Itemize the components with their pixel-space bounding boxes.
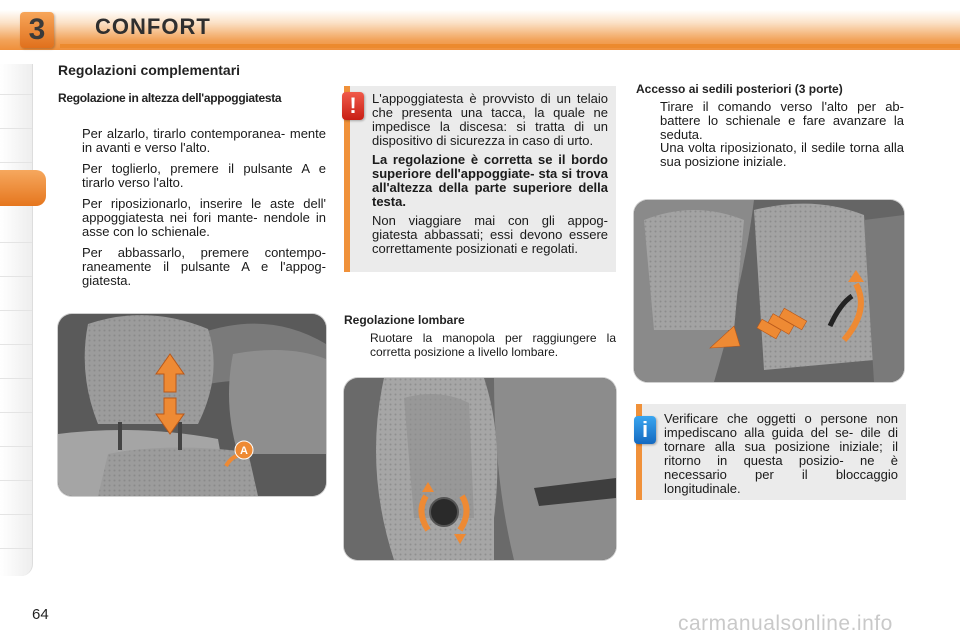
lumbar-instructions — [346, 331, 616, 366]
info-icon: i — [634, 416, 656, 444]
header-rule — [60, 44, 960, 48]
warning-note-text: Non viaggiare mai con gli appog- giatesta abbassati; essi devono essere correttamente posizionati e regolati. — [372, 213, 608, 256]
page-number: 64 — [32, 606, 49, 623]
chapter-tab[interactable] — [0, 212, 32, 243]
chapter-tab[interactable] — [0, 64, 32, 95]
warning-exclamation-icon: ! — [342, 92, 364, 120]
list-item: Per alzarlo, tirarlo contemporanea- mente in avanti e verso l'alto. — [82, 126, 326, 155]
chapter-tab-active[interactable] — [0, 170, 46, 206]
info-note — [636, 404, 906, 500]
lumbar-photo — [344, 378, 616, 560]
rear-access-followup: Una volta riposizionato, il sedile torna alla sua posizione iniziale. — [660, 140, 904, 169]
chapter-tab[interactable] — [0, 348, 32, 379]
chapter-tab[interactable] — [0, 382, 32, 413]
list-item: Per riposizionarlo, inserire le aste dell' appoggiatesta nei fori mante- nendole in asse con lo schienale. — [82, 196, 326, 239]
headrest-photo — [58, 314, 326, 496]
list-item: Per toglierlo, premere il pulsante A e tirarlo verso l'alto. — [82, 161, 326, 190]
chapter-tab[interactable] — [0, 132, 32, 163]
button-a-callout: A — [240, 445, 248, 457]
chapter-tab[interactable] — [0, 280, 32, 311]
list-item: Per abbassarlo, premere contempo- raneamente il pulsante A e l'appog- giatesta. — [82, 245, 326, 288]
chapter-tab[interactable] — [0, 518, 32, 549]
section-title: Regolazioni complementari — [58, 62, 241, 78]
lumbar-title: Regolazione lombare — [344, 313, 465, 327]
chapter-number-badge: 3 — [20, 12, 54, 48]
page-header — [0, 0, 960, 50]
list-item: Tirare il comando verso l'alto per ab- battere lo schienale e fare avanzare la seduta. — [660, 99, 904, 142]
rear-seat-photo — [634, 200, 904, 382]
chapter-tabs — [0, 64, 33, 576]
chapter-tab[interactable] — [0, 484, 32, 515]
chapter-tab[interactable] — [0, 246, 32, 277]
list-item: Ruotare la manopola per raggiungere la corretta posizione a livello lombare. — [370, 331, 616, 359]
chapter-tab[interactable] — [0, 450, 32, 481]
chapter-tab[interactable] — [0, 416, 32, 447]
watermark: carmanualsonline.info — [678, 612, 893, 635]
warning-note-emphasis: La regolazione è corretta se il bordo superiore dell'appoggiate- sta si trova all'altezza della parte superiore della testa. — [372, 152, 608, 209]
info-note-text: Verificare che oggetti o persone non impediscano alla guida del se- dile di tornare alla sua posizione iniziale; il ritorno in questa posizio- ne è necessario per il bloccaggio longitudinale. — [664, 411, 898, 496]
chapter-tab[interactable] — [0, 314, 32, 345]
headrest-title: Regolazione in altezza dell'appoggiatesta — [58, 91, 282, 105]
rear-access-title: Accesso ai sedili posteriori (3 porte) — [636, 82, 843, 96]
warning-note-text: L'appoggiatesta è provvisto di un telaio che presenta una tacca, la quale ne impedisce la discesa: si tratta di un dispositivo di sicurezza in caso di urto. — [372, 91, 608, 148]
chapter-title: CONFORT — [95, 14, 211, 39]
chapter-tab[interactable] — [0, 98, 32, 129]
headrest-instructions — [58, 127, 326, 295]
warning-note — [344, 86, 616, 272]
